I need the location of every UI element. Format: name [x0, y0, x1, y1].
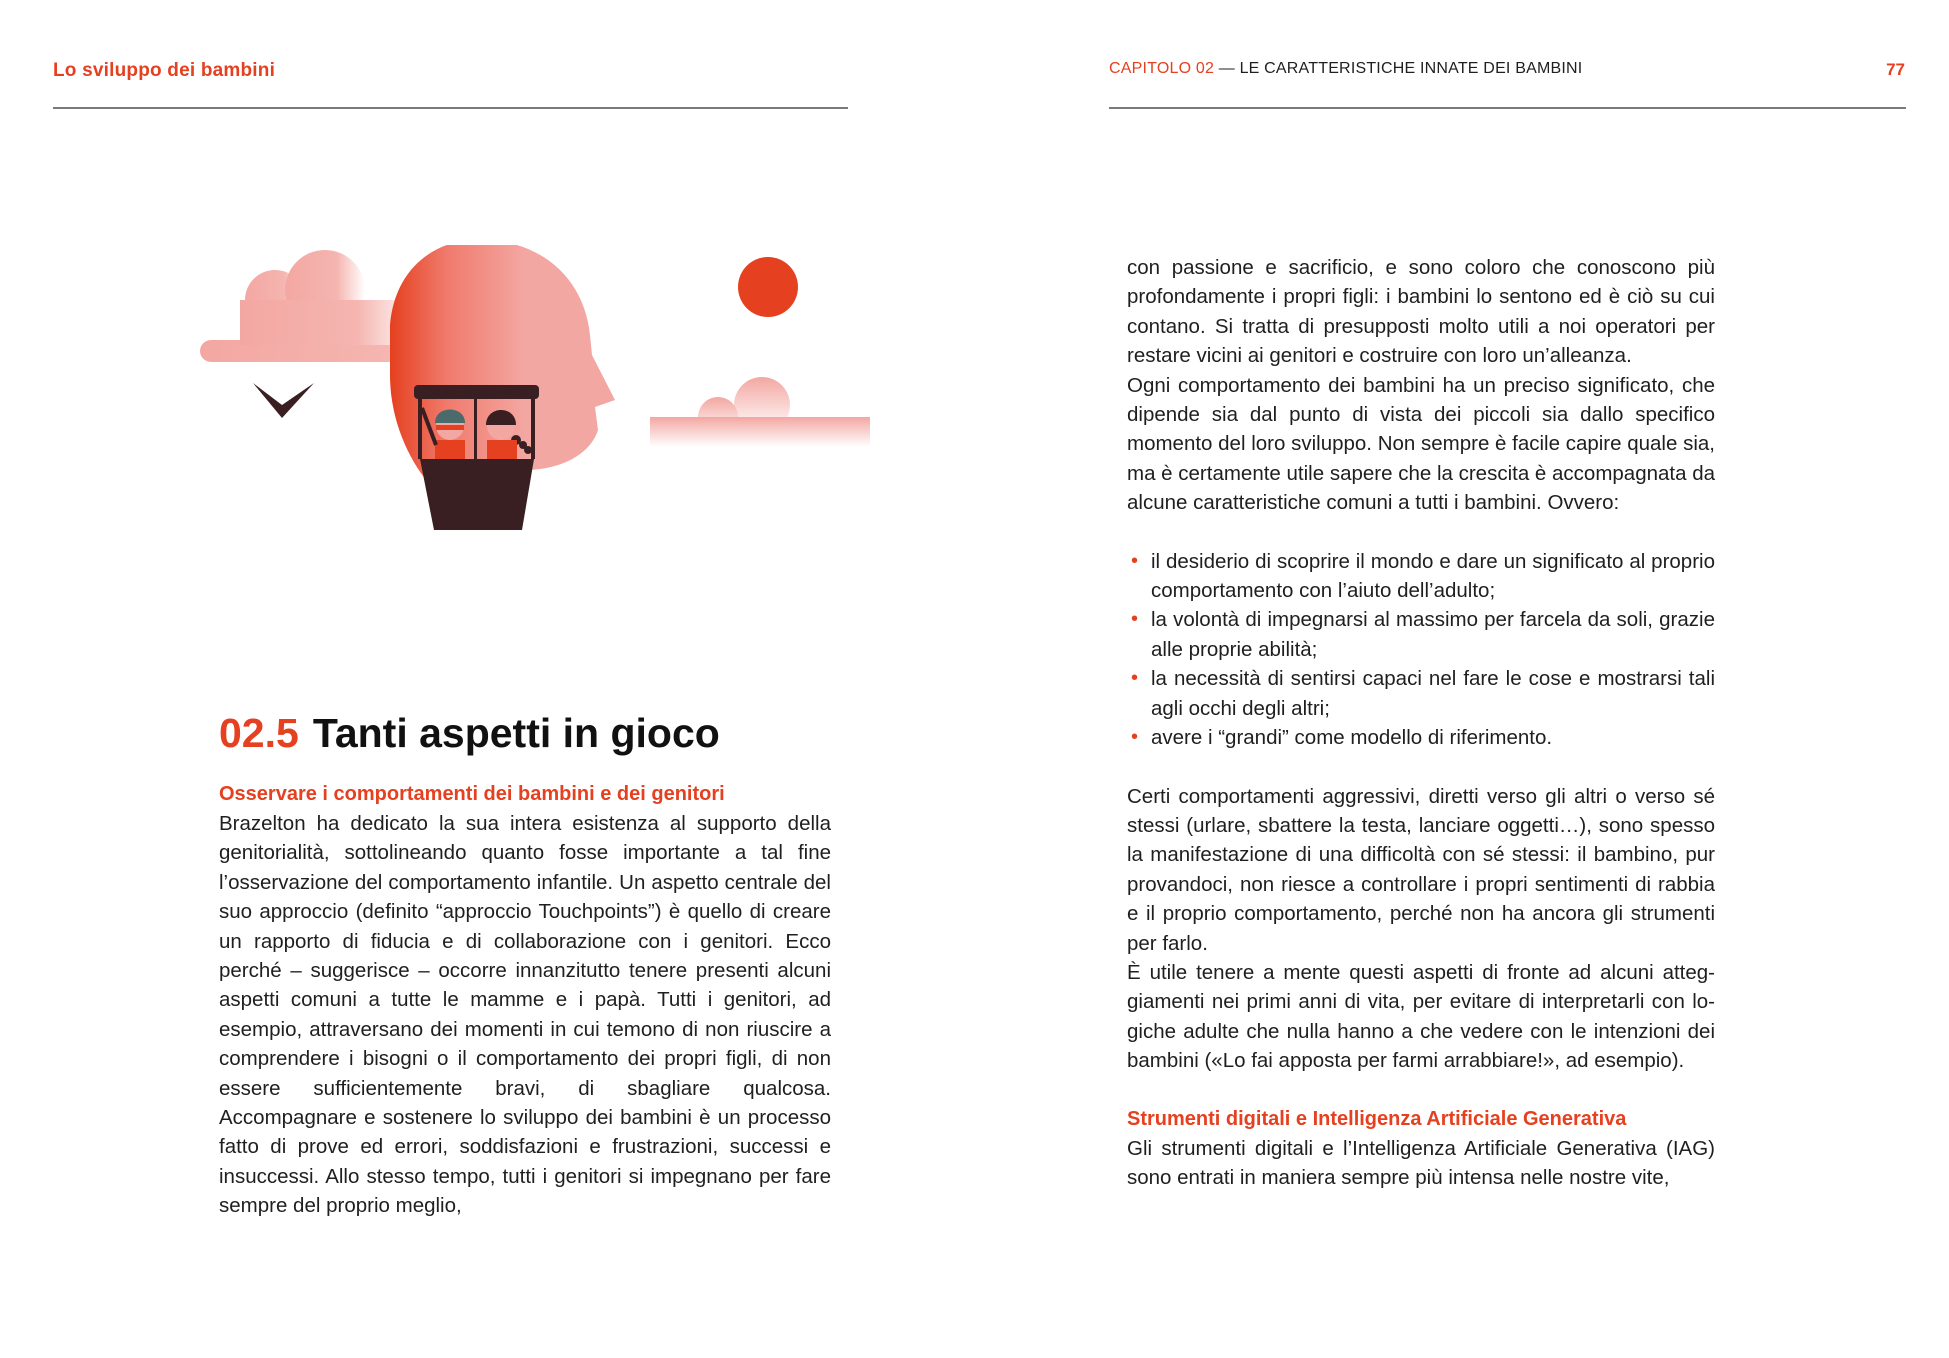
bullet-icon: • [1131, 608, 1139, 631]
body-paragraph: con passione e sacrificio, e sono coloro che conoscono più profondamente i propri figli: i bambini lo sentono ed è ciò su cui contano. Si tratta di presupposti molto utili a noi operatori per restare vicini ai genitori e costruire con loro un’alleanza. [1127, 256, 1715, 368]
section-title: Tanti aspetti in gioco [312, 710, 720, 756]
head-dash: — [1214, 60, 1240, 77]
subheading: Strumenti digitali e Intelligenza Artificiale Generativa [1127, 1107, 1627, 1130]
spacer [1127, 1076, 1715, 1105]
list-item-text: il desiderio di scoprire il mondo e dare un significato al proprio comportamento con l’aiuto dell’adulto; [1151, 549, 1715, 603]
sun-icon [738, 257, 798, 317]
bird-icon [253, 383, 314, 418]
bullet-icon: • [1131, 726, 1139, 749]
bullet-icon: • [1131, 549, 1139, 572]
body-paragraph: Gli strumenti digitali e l’Intelligenza Artificiale Generativa (IAG) sono entrati in maniera sempre più intensa nelle nostre vite, [1127, 1136, 1715, 1189]
list-item-text: avere i “grandi” come modello di riferimento. [1151, 726, 1553, 750]
list-item [1131, 547, 1715, 606]
right-cloud [650, 377, 870, 447]
chapter-label: CAPITOLO 02 [1109, 60, 1215, 77]
list-item [1131, 605, 1715, 664]
list-item-text: la volontà di impegnarsi al massimo per farcela da soli, grazie alle proprie abilità; [1151, 608, 1715, 661]
body-paragraph: È utile tenere a mente questi aspetti di fronte ad alcuni atteggiamenti nei primi anni di vita, per evitare di interpretarli con logiche adulte che nulla hanno a che vedere con le intenzioni dei bambini («Lo fai apposta per farmi arrabbiare!», ad esempio). [1127, 960, 1715, 1073]
running-head [1109, 60, 1582, 78]
section-number: 02.5 [219, 710, 299, 756]
hot-air-balloon-illustration [190, 245, 870, 655]
subheading: Osservare i comportamenti dei bambini e dei genitori [219, 783, 725, 805]
list-item-text: la necessità di sentirsi capaci nel fare le cose e mostrarsi tali agli occhi degli altri; [1151, 667, 1715, 720]
body-paragraph: Certi comportamenti aggressivi, diretti verso gli altri o verso sé stessi (urlare, sbattere la testa, lanciare oggetti…), sono spesso la manifestazione di una difficoltà con sé stessi: il bambino, pur provandoci, non riesce a controllare i propri sentimenti di rabbia e il proprio comportamento, perché non ha ancora gli strumenti per farlo. [1127, 784, 1715, 955]
body-paragraph: Brazelton ha dedicato la sua intera esistenza al supporto della genitorialità, sottolineando quanto fosse importante a tal fine l’osservazione del comportamento infantile. Un aspetto centrale del suo approccio (definito “approccio Touchpoints”) è quello di creare un rapporto di fiducia e di collaborazione con i genitori. Ecco perché – suggerisce – occorre innanzitutto tenere presenti alcuni aspetti comuni a tutte le mamme e i papà. Tutti i genitori, ad esempio, attraversano dei momenti in cui temono di non riuscire a comprendere i bisogni o il comportamento dei propri figli, di non essere sufficientemente bravi, di sbagliare qualcosa. Accompagnare e sostenere lo sviluppo dei bambini è un processo fatto di prove ed errori, soddisfazioni e frustrazioni, successi e insuccessi. Allo stesso tempo, tutti i genitori si impegnano per fare sempre del proprio meglio, [219, 812, 831, 1218]
body-paragraph: Ogni comportamento dei bambini ha un preciso significato, che dipende sia dal punto di vista dei piccoli sia dallo specifico momento del loro sviluppo. Non sempre è facile capire quale sia, ma è certamente utile sapere che la crescita è accompagnata da alcune caratteristiche comuni a tutti i bambini. Ovvero: [1127, 373, 1715, 515]
header-rule [1109, 107, 1906, 109]
page-number: 77 [1886, 60, 1905, 79]
bullet-icon: • [1131, 667, 1139, 690]
list-item [1131, 664, 1715, 723]
section-heading [219, 710, 720, 757]
running-head: Lo sviluppo dei bambini [53, 60, 276, 81]
spacer [1127, 753, 1715, 782]
header-rule [53, 107, 848, 109]
spacer [1127, 518, 1715, 547]
right-page [975, 0, 1949, 1358]
chapter-title: LE CARATTERISTICHE INNATE DEI BAMBINI [1239, 60, 1583, 77]
bullet-list [1127, 547, 1715, 753]
right-text-column [1127, 253, 1715, 1192]
list-item [1131, 723, 1715, 752]
left-text-column [219, 780, 831, 1221]
